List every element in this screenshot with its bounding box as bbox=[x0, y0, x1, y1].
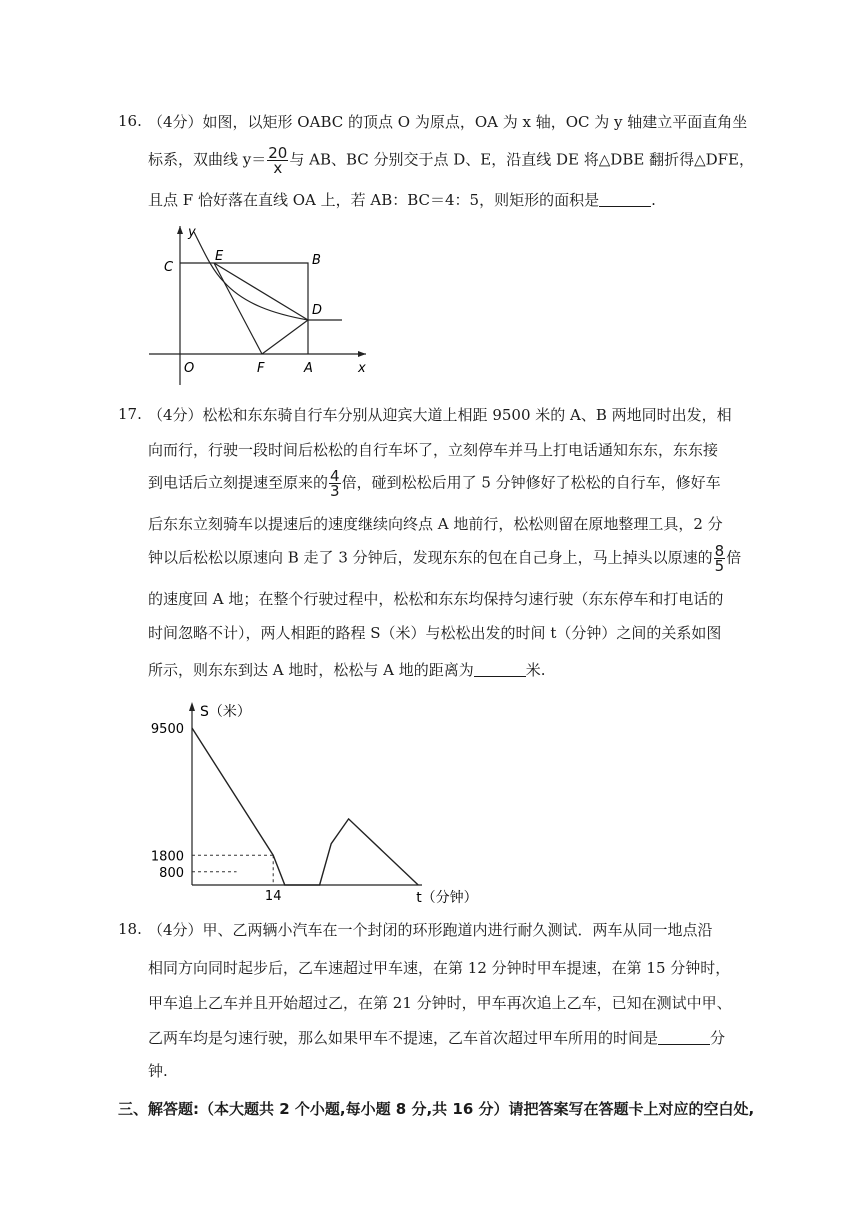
q17-line4: 后东东立刻骑车以提速后的速度继续向终点 A 地前行，松松则留在原地整理工具，2 分 bbox=[148, 515, 723, 533]
chart-series-line bbox=[192, 728, 418, 885]
q18-line4-b: 分 bbox=[710, 1029, 726, 1047]
q17-line3-a: 到电话后立刻提速至原来的 bbox=[148, 473, 329, 492]
q16-frac-den: x bbox=[273, 159, 283, 177]
q18-line2: 相同方向同时起步后，乙车速超过甲车速，在第 12 分钟时甲车提速，在第 15 分钟时， bbox=[148, 959, 731, 977]
q17-chart bbox=[140, 700, 490, 910]
q16-line3-b: . bbox=[651, 191, 656, 209]
q16-answer-blank[interactable] bbox=[599, 192, 651, 207]
q16-label-C: C bbox=[164, 260, 174, 275]
q16-figure bbox=[144, 222, 374, 392]
q17-fraction-4-3 bbox=[329, 469, 341, 498]
q17-line7: 时间忽略不计），两人相距的路程 S（米）与松松出发的时间 t（分钟）之间的关系如图 bbox=[148, 624, 722, 642]
q17-line8-b: 米. bbox=[525, 661, 546, 679]
q16-label-D: D bbox=[312, 303, 323, 318]
q17-line6: 的速度回 A 地；在整个行驶过程中，松松和东东均保持匀速行驶（东东停车和打电话的 bbox=[148, 590, 724, 608]
q17-f1-den: 3 bbox=[330, 482, 340, 500]
q17-answer-blank[interactable] bbox=[474, 662, 526, 677]
q18-line3: 甲车追上乙车并且开始超过乙，在第 21 分钟时，甲车再次追上乙车，已知在测试中甲、 bbox=[148, 994, 732, 1012]
q17-number: 17. bbox=[118, 405, 142, 423]
q16-line3 bbox=[148, 190, 738, 210]
q17-line3 bbox=[148, 469, 738, 498]
section3-heading: 三、解答题:（本大题共 2 个小题,每小题 8 分,共 16 分）请把答案写在答题卡上对应的空白处, bbox=[118, 1100, 755, 1118]
q18-line4 bbox=[148, 1028, 738, 1048]
q17-f1-num: 4 bbox=[330, 467, 340, 485]
q18-line4-a: 乙两车均是匀速行驶，那么如果甲车不提速，乙车首次超过甲车所用的时间是 bbox=[148, 1029, 659, 1047]
chart-ytick-800: 800 bbox=[159, 865, 184, 881]
q16-label-E: E bbox=[215, 249, 224, 264]
q16-segment-FD bbox=[262, 320, 308, 354]
q16-line2-a: 标系，双曲线 y＝ bbox=[148, 150, 267, 169]
chart-xtick-14: 14 bbox=[264, 889, 282, 904]
chart-xlabel: t（分钟） bbox=[416, 890, 478, 906]
chart-ytick-9500: 9500 bbox=[150, 722, 184, 737]
q17-line5-a: 钟以后松松以原速向 B 走了 3 分钟后，发现东东的包在自己身上，马上掉头以原速的 bbox=[148, 548, 713, 567]
q16-segment-ED bbox=[214, 263, 308, 320]
q16-label-B: B bbox=[312, 253, 321, 268]
q18-line5: 钟. bbox=[148, 1062, 168, 1080]
q16-fraction bbox=[267, 146, 288, 175]
q16-label-O: O bbox=[184, 361, 195, 376]
q18-number: 18. bbox=[118, 920, 142, 938]
q16-label-x: x bbox=[358, 361, 366, 376]
q16-line1: （4分）如图，以矩形 OABC 的顶点 O 为原点，OA 为 x 轴，OC 为 y 轴建立平面直角坐 bbox=[148, 113, 748, 131]
q18-line1: （4分）甲、乙两辆小汽车在一个封闭的环形跑道内进行耐久测试．两车从同一地点沿 bbox=[148, 921, 713, 939]
chart-ylabel: S（米） bbox=[200, 704, 251, 720]
chart-ytick-1800: 1800 bbox=[150, 849, 184, 865]
q17-line5 bbox=[148, 542, 742, 575]
q17-line5-b: 倍 bbox=[726, 548, 742, 567]
q16-label-F: F bbox=[257, 361, 265, 376]
q17-line8-a: 所示，则东东到达 A 地时，松松与 A 地的距离为 bbox=[148, 661, 474, 679]
q17-f2-den: 5 bbox=[714, 557, 725, 575]
q17-line1: （4分）松松和东东骑自行车分别从迎宾大道上相距 9500 米的 A、B 两地同时出发，相 bbox=[148, 406, 732, 424]
q17-f2-num: 8 bbox=[714, 542, 725, 560]
q17-fraction-8-5 bbox=[714, 544, 726, 573]
q16-line2 bbox=[148, 144, 754, 177]
q16-line3-a: 且点 F 恰好落在直线 OA 上，若 AB：BC＝4：5，则矩形的面积是 bbox=[148, 191, 600, 209]
q17-line8 bbox=[148, 660, 738, 680]
q17-line3-b: 倍，碰到松松后用了 5 分钟修好了松松的自行车，修好车 bbox=[341, 473, 721, 492]
q18-answer-blank[interactable] bbox=[658, 1030, 710, 1045]
q16-label-y: y bbox=[188, 225, 196, 240]
q16-segment-EF bbox=[214, 263, 262, 354]
q16-label-A: A bbox=[304, 361, 313, 376]
q16-line2-b: 与 AB、BC 分别交于点 D、E，沿直线 DE 将△DBE 翻折得△DFE， bbox=[289, 150, 754, 169]
q16-number: 16. bbox=[118, 112, 142, 130]
q17-line2: 向而行，行驶一段时间后松松的自行车坏了，立刻停车并马上打电话通知东东，东东接 bbox=[148, 441, 719, 459]
q16-frac-num: 20 bbox=[268, 144, 288, 162]
